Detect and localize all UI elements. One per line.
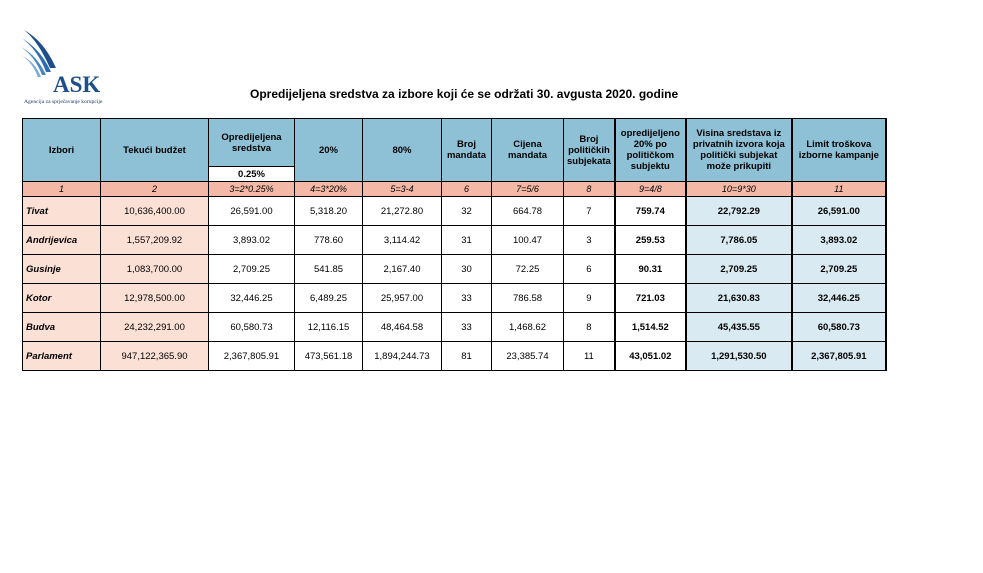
formula-cell: 10=9*30: [686, 182, 792, 197]
formula-cell: 6: [442, 182, 492, 197]
cell-limit: 2,709.25: [792, 255, 886, 284]
cell-80: 3,114.42: [363, 226, 442, 255]
col-header-budzet: Tekući budžet: [101, 119, 209, 182]
cell-budzet: 947,122,365.90: [101, 342, 209, 371]
cell-budzet: 1,083,700.00: [101, 255, 209, 284]
cell-po-subjektu: 759.74: [615, 197, 686, 226]
cell-broj-subjekata: 11: [564, 342, 615, 371]
cell-20: 12,116.15: [295, 313, 363, 342]
cell-cijena-mandata: 72.25: [492, 255, 564, 284]
cell-opredijeljena: 60,580.73: [209, 313, 295, 342]
cell-budzet: 10,636,400.00: [101, 197, 209, 226]
col-header-po-subjektu: opredijeljeno 20% po političkom subjektu: [615, 119, 686, 182]
cell-privatni-izvori: 2,709.25: [686, 255, 792, 284]
cell-broj-subjekata: 3: [564, 226, 615, 255]
cell-opredijeljena: 26,591.00: [209, 197, 295, 226]
cell-broj-mandata: 81: [442, 342, 492, 371]
cell-80: 48,464.58: [363, 313, 442, 342]
formula-cell: 4=3*20%: [295, 182, 363, 197]
row-name: Budva: [23, 313, 101, 342]
formula-cell: 5=3-4: [363, 182, 442, 197]
cell-po-subjektu: 1,514.52: [615, 313, 686, 342]
percent-label: 0.25%: [209, 167, 295, 182]
cell-budzet: 12,978,500.00: [101, 284, 209, 313]
cell-broj-subjekata: 9: [564, 284, 615, 313]
cell-po-subjektu: 90.31: [615, 255, 686, 284]
cell-20: 473,561.18: [295, 342, 363, 371]
formula-cell: 1: [23, 182, 101, 197]
cell-broj-mandata: 33: [442, 284, 492, 313]
cell-80: 1,894,244.73: [363, 342, 442, 371]
cell-80: 21,272.80: [363, 197, 442, 226]
cell-broj-subjekata: 6: [564, 255, 615, 284]
table-row: [23, 255, 886, 284]
cell-budzet: 24,232,291.00: [101, 313, 209, 342]
col-header-80: 80%: [363, 119, 442, 182]
cell-broj-mandata: 33: [442, 313, 492, 342]
logo-brand-text: ASK: [53, 72, 101, 97]
cell-20: 6,489.25: [295, 284, 363, 313]
cell-20: 541.85: [295, 255, 363, 284]
ask-logo: [20, 28, 120, 110]
cell-privatni-izvori: 1,291,530.50: [686, 342, 792, 371]
table-row: [23, 313, 886, 342]
cell-privatni-izvori: 22,792.29: [686, 197, 792, 226]
cell-limit: 32,446.25: [792, 284, 886, 313]
col-header-izbori: Izbori: [23, 119, 101, 182]
table-row: [23, 342, 886, 371]
formula-cell: 8: [564, 182, 615, 197]
formula-cell: 9=4/8: [615, 182, 686, 197]
row-name: Kotor: [23, 284, 101, 313]
cell-limit: 2,367,805.91: [792, 342, 886, 371]
formula-cell: 2: [101, 182, 209, 197]
page-title: Opredijeljena sredstva za izbore koji će se održati 30. avgusta 2020. godine: [250, 87, 679, 101]
cell-20: 5,318.20: [295, 197, 363, 226]
col-header-broj-subjekata: Broj političkih subjekata: [564, 119, 615, 182]
cell-80: 2,167.40: [363, 255, 442, 284]
row-name: Gusinje: [23, 255, 101, 284]
cell-cijena-mandata: 23,385.74: [492, 342, 564, 371]
table-row: [23, 284, 886, 313]
cell-po-subjektu: 721.03: [615, 284, 686, 313]
row-name: Tivat: [23, 197, 101, 226]
col-header-broj-mandata: Broj mandata: [442, 119, 492, 182]
cell-broj-subjekata: 7: [564, 197, 615, 226]
cell-80: 25,957.00: [363, 284, 442, 313]
col-header-cijena-mandata: Cijena mandata: [492, 119, 564, 182]
cell-broj-mandata: 32: [442, 197, 492, 226]
cell-broj-subjekata: 8: [564, 313, 615, 342]
table-row: [23, 197, 886, 226]
cell-cijena-mandata: 786.58: [492, 284, 564, 313]
cell-opredijeljena: 2,367,805.91: [209, 342, 295, 371]
row-name: Parlament: [23, 342, 101, 371]
cell-broj-mandata: 30: [442, 255, 492, 284]
formula-cell: 11: [792, 182, 886, 197]
cell-budzet: 1,557,209.92: [101, 226, 209, 255]
cell-limit: 3,893.02: [792, 226, 886, 255]
cell-opredijeljena: 32,446.25: [209, 284, 295, 313]
cell-broj-mandata: 31: [442, 226, 492, 255]
cell-cijena-mandata: 1,468.62: [492, 313, 564, 342]
funds-table: [22, 118, 887, 371]
logo-tagline: Agencija za sprječavanje korupcije: [24, 99, 103, 105]
col-header-opredijeljena: Opredijeljena sredstva: [209, 119, 295, 167]
cell-cijena-mandata: 664.78: [492, 197, 564, 226]
table-row: [23, 226, 886, 255]
col-header-limit: Limit troškova izborne kampanje: [792, 119, 886, 182]
cell-limit: 26,591.00: [792, 197, 886, 226]
cell-20: 778.60: [295, 226, 363, 255]
cell-cijena-mandata: 100.47: [492, 226, 564, 255]
col-header-privatni-izvori: Visina sredstava iz privatnih izvora koja politički subjekat može prikupiti: [686, 119, 792, 182]
cell-opredijeljena: 3,893.02: [209, 226, 295, 255]
formula-row: [23, 182, 886, 197]
cell-po-subjektu: 259.53: [615, 226, 686, 255]
row-name: Andrijevica: [23, 226, 101, 255]
formula-cell: 3=2*0.25%: [209, 182, 295, 197]
cell-po-subjektu: 43,051.02: [615, 342, 686, 371]
header-row: [23, 119, 886, 167]
cell-privatni-izvori: 7,786.05: [686, 226, 792, 255]
col-header-20: 20%: [295, 119, 363, 182]
cell-privatni-izvori: 21,630.83: [686, 284, 792, 313]
formula-cell: 7=5/6: [492, 182, 564, 197]
cell-limit: 60,580.73: [792, 313, 886, 342]
cell-opredijeljena: 2,709.25: [209, 255, 295, 284]
cell-privatni-izvori: 45,435.55: [686, 313, 792, 342]
